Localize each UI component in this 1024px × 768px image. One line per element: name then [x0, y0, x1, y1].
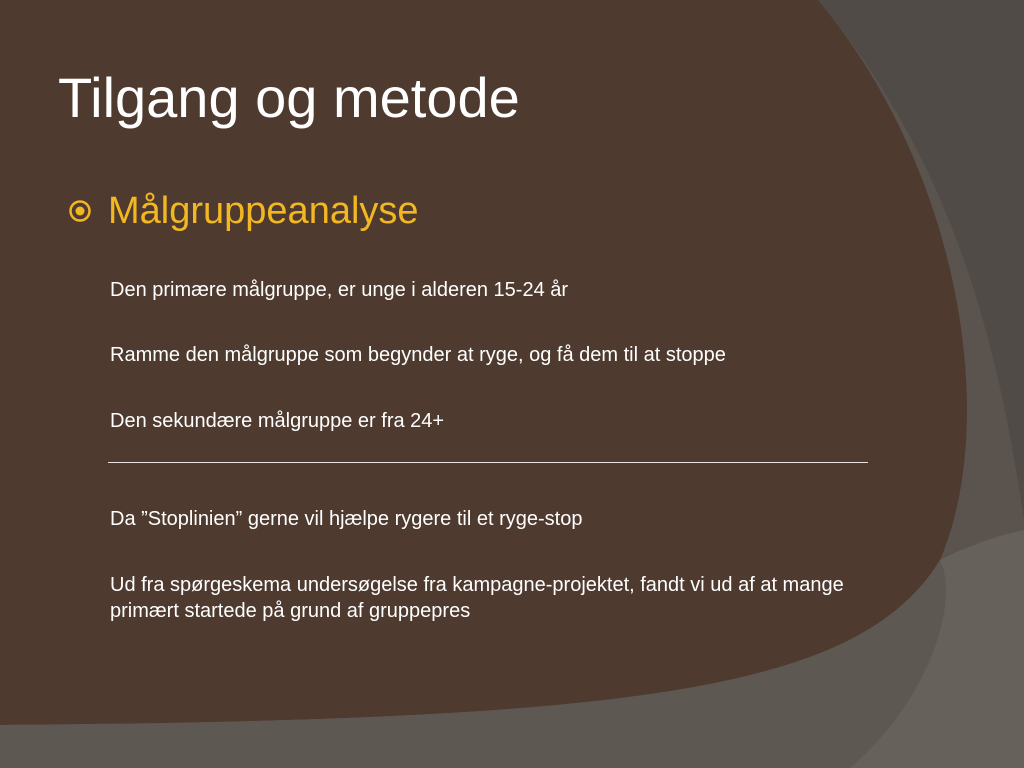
paragraph-stoplinien: Da ”Stoplinien” gerne vil hjælpe rygere til et ryge-stop — [110, 508, 583, 530]
target-circle-icon — [68, 191, 96, 231]
paragraph-survey-findings: Ud fra spørgeskema undersøgelse fra kampagne-projektet, fandt vi ud af at mange primært startede på grund af gruppepres — [110, 574, 844, 622]
paragraph-primary-target-group: Den primære målgruppe, er unge i alderen 15-24 år — [110, 279, 569, 301]
divider-line — [108, 462, 868, 463]
bullet-heading: Målgruppeanalyse — [108, 190, 419, 232]
paragraph-secondary-target-group: Den sekundære målgruppe er fra 24+ — [110, 410, 445, 432]
slide-title: Tilgang og metode — [58, 66, 520, 129]
bullet-heading-row — [68, 188, 419, 234]
paragraph-frame-target-group: Ramme den målgruppe som begynder at ryge, og få dem til at stoppe — [110, 344, 726, 366]
